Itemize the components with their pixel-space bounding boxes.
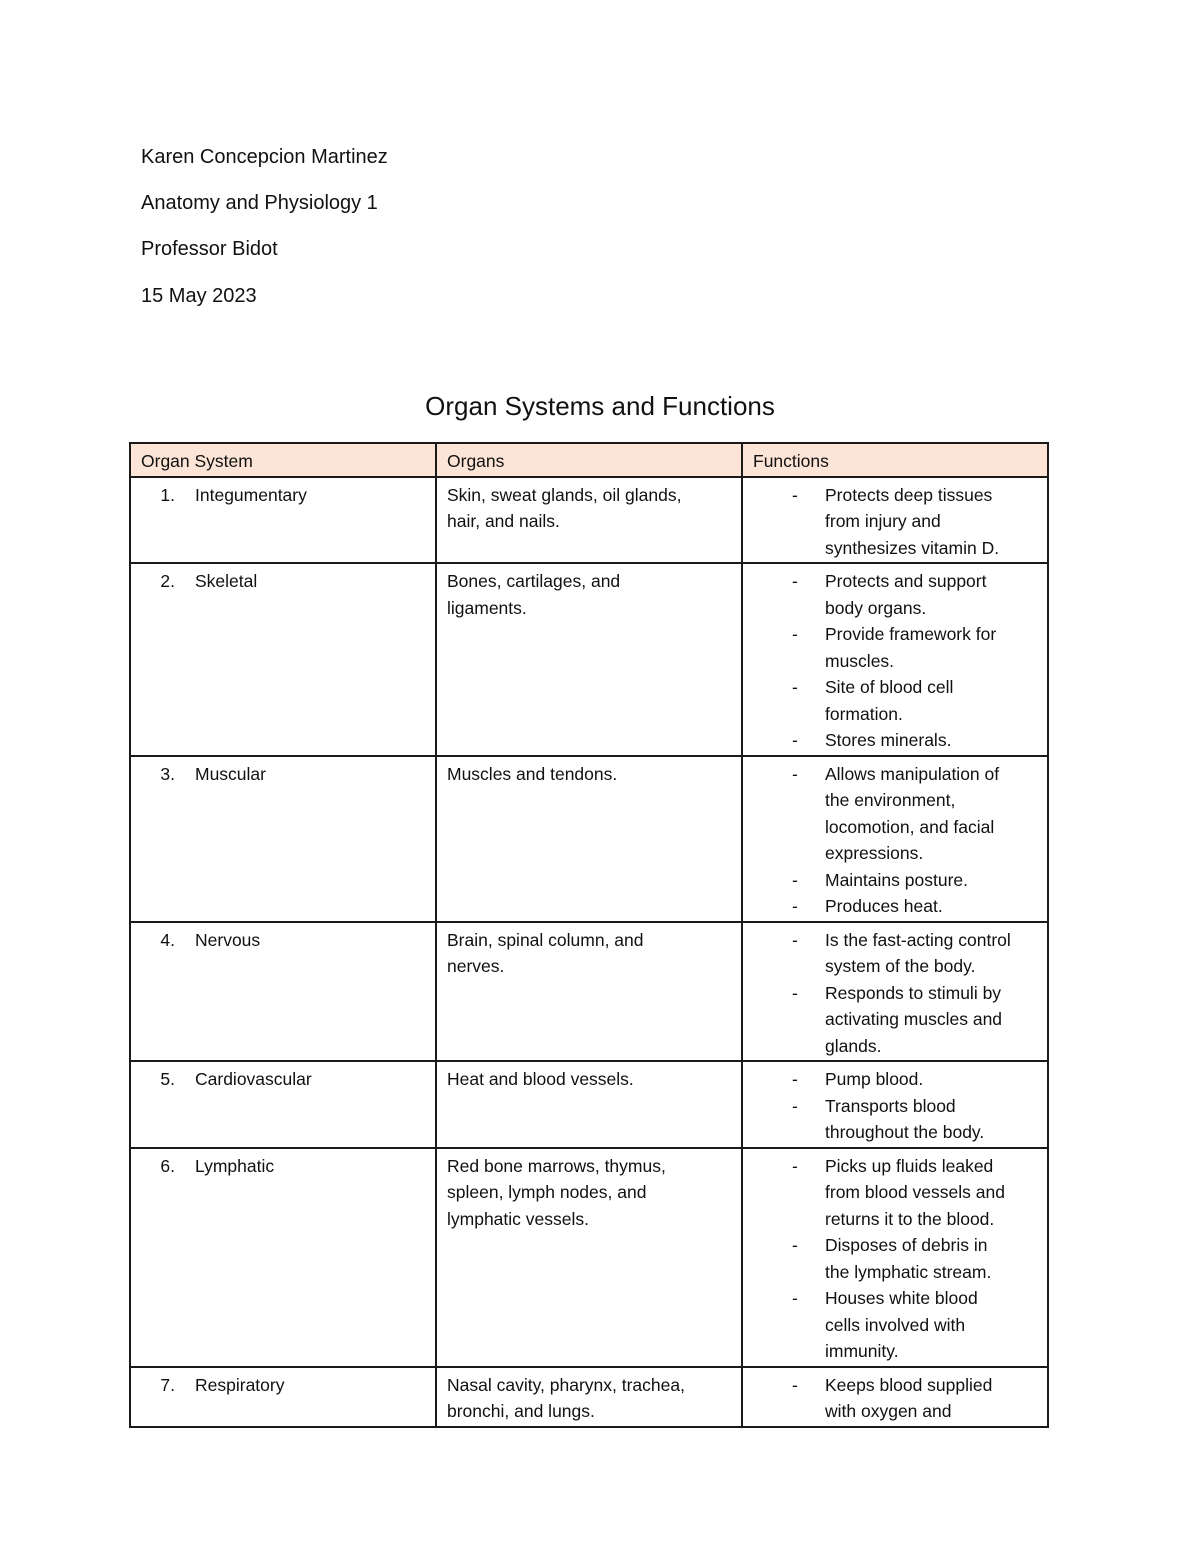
system-name: Lymphatic [195, 1155, 275, 1176]
functions-cell [742, 1061, 1048, 1148]
organs-cell [436, 1148, 742, 1367]
header-organ-system: Organ System [130, 443, 436, 477]
table-row [130, 1061, 1048, 1148]
function-item [753, 927, 1039, 980]
function-line: Is the fast-acting control [825, 929, 1011, 950]
organs-line: bronchi, and lungs. [447, 1401, 595, 1421]
functions-list [753, 568, 1039, 754]
document-date: 15 May 2023 [141, 285, 257, 307]
table-row [130, 477, 1048, 564]
organs-line: Red bone marrows, thymus, [447, 1155, 666, 1176]
bullet-dash: - [792, 1288, 798, 1308]
header-organs: Organs [436, 443, 742, 477]
function-line: muscles. [825, 650, 895, 671]
table-row [130, 1367, 1048, 1427]
system-name: Cardiovascular [195, 1069, 312, 1089]
organ-system-cell [130, 756, 436, 922]
function-item [753, 1093, 1039, 1146]
function-item [753, 1066, 1039, 1093]
function-line: Responds to stimuli by [825, 982, 1002, 1003]
organs-cell [436, 1061, 742, 1148]
function-line: Transports blood [825, 1095, 956, 1116]
function-item [753, 867, 1039, 894]
function-item [753, 761, 1039, 867]
function-line: Site of blood cell [825, 677, 954, 697]
system-name: Respiratory [195, 1374, 285, 1395]
organs-line: Skin, sweat glands, oil glands, [447, 484, 682, 505]
organs-cell [436, 1367, 742, 1427]
system-number: 5. [160, 1069, 175, 1089]
function-line: immunity. [825, 1341, 899, 1361]
organs-line: ligaments. [447, 597, 527, 618]
organs-line: spleen, lymph nodes, and [447, 1182, 647, 1202]
table-row [130, 756, 1048, 922]
functions-cell [742, 922, 1048, 1062]
system-name: Nervous [195, 929, 261, 950]
function-line: the environment, [825, 790, 956, 810]
bullet-dash: - [792, 1155, 798, 1176]
table-row [130, 1148, 1048, 1367]
function-line: Stores minerals. [825, 730, 952, 750]
bullet-dash: - [792, 571, 798, 591]
table-body [130, 477, 1048, 1427]
function-line: cells involved with [825, 1314, 966, 1335]
course-name: Anatomy and Physiology 1 [141, 192, 378, 214]
functions-list [753, 761, 1039, 920]
function-line: Houses white blood [825, 1288, 978, 1308]
function-item [753, 980, 1039, 1060]
bullet-dash: - [792, 677, 798, 697]
function-line: Provide framework for [825, 624, 997, 644]
functions-list [753, 1153, 1039, 1365]
functions-list [753, 1372, 1039, 1425]
function-line: with oxygen and [825, 1401, 952, 1421]
function-item [753, 727, 1039, 754]
organs-line: Bones, cartilages, and [447, 571, 621, 591]
bullet-dash: - [792, 624, 798, 644]
functions-list [753, 1066, 1039, 1146]
bullet-dash: - [792, 1095, 798, 1116]
bullet-dash: - [792, 982, 798, 1003]
organs-cell [436, 563, 742, 756]
system-number: 7. [160, 1374, 175, 1395]
function-item [753, 1372, 1039, 1425]
system-number: 4. [160, 929, 175, 950]
function-item [753, 1232, 1039, 1285]
functions-list [753, 927, 1039, 1060]
function-line: Produces heat. [825, 896, 943, 916]
system-name: Skeletal [195, 571, 258, 591]
functions-cell [742, 1148, 1048, 1367]
system-number: 2. [160, 571, 175, 591]
functions-cell [742, 756, 1048, 922]
organ-systems-table [129, 442, 1049, 1428]
document-title: Organ Systems and Functions [425, 391, 775, 421]
table-row [130, 922, 1048, 1062]
bullet-dash: - [792, 929, 798, 950]
function-item [753, 1285, 1039, 1365]
function-line: Protects deep tissues [825, 484, 993, 505]
function-item [753, 568, 1039, 621]
system-number: 3. [160, 763, 175, 784]
function-line: glands. [825, 1035, 882, 1056]
function-item [753, 1153, 1039, 1233]
function-line: synthesizes vitamin D. [825, 537, 1000, 558]
bullet-dash: - [792, 1235, 798, 1255]
header-functions: Functions [742, 443, 1048, 477]
organs-line: hair, and nails. [447, 511, 560, 531]
function-line: returns it to the blood. [825, 1208, 995, 1229]
organs-line: lymphatic vessels. [447, 1208, 589, 1229]
organs-line: Brain, spinal column, and [447, 929, 644, 950]
function-line: Protects and support [825, 571, 987, 591]
organ-system-cell [130, 1367, 436, 1427]
function-line: Pump blood. [825, 1069, 924, 1089]
function-line: body organs. [825, 597, 927, 618]
function-line: Picks up fluids leaked [825, 1155, 994, 1176]
organ-system-cell [130, 477, 436, 564]
bullet-dash: - [792, 1374, 798, 1395]
organ-system-cell [130, 1148, 436, 1367]
organs-line: Heat and blood vessels. [447, 1069, 634, 1089]
function-line: Maintains posture. [825, 869, 968, 890]
table-header-row [130, 443, 1048, 477]
organs-cell [436, 756, 742, 922]
bullet-dash: - [792, 730, 798, 750]
function-line: locomotion, and facial [825, 816, 995, 837]
function-line: Keeps blood supplied [825, 1374, 993, 1395]
functions-list [753, 482, 1039, 562]
organs-line: Muscles and tendons. [447, 763, 618, 784]
function-line: activating muscles and [825, 1009, 1003, 1029]
function-item [753, 893, 1039, 920]
bullet-dash: - [792, 869, 798, 890]
system-number: 6. [160, 1155, 175, 1176]
organs-line: nerves. [447, 956, 505, 976]
bullet-dash: - [792, 1069, 798, 1089]
function-line: Disposes of debris in [825, 1235, 988, 1255]
organs-line: Nasal cavity, pharynx, trachea, [447, 1374, 685, 1395]
function-line: throughout the body. [825, 1122, 985, 1142]
function-line: from blood vessels and [825, 1182, 1005, 1202]
organ-system-cell [130, 563, 436, 756]
bullet-dash: - [792, 763, 798, 784]
system-name: Muscular [195, 763, 266, 784]
organs-cell [436, 477, 742, 564]
function-line: system of the body. [825, 956, 976, 976]
function-item [753, 621, 1039, 674]
function-item [753, 674, 1039, 727]
function-line: the lymphatic stream. [825, 1261, 992, 1282]
system-name: Integumentary [195, 484, 307, 505]
bullet-dash: - [792, 896, 798, 916]
organs-cell [436, 922, 742, 1062]
bullet-dash: - [792, 484, 798, 505]
system-number: 1. [160, 484, 175, 505]
table-row [130, 563, 1048, 756]
function-line: Allows manipulation of [825, 763, 1000, 784]
professor-name: Professor Bidot [141, 238, 278, 260]
function-line: formation. [825, 703, 903, 724]
function-line: expressions. [825, 843, 924, 863]
function-item [753, 482, 1039, 562]
functions-cell [742, 1367, 1048, 1427]
function-line: from injury and [825, 511, 941, 531]
functions-cell [742, 477, 1048, 564]
functions-cell [742, 563, 1048, 756]
organ-system-cell [130, 922, 436, 1062]
author-name: Karen Concepcion Martinez [141, 146, 388, 168]
organ-system-cell [130, 1061, 436, 1148]
